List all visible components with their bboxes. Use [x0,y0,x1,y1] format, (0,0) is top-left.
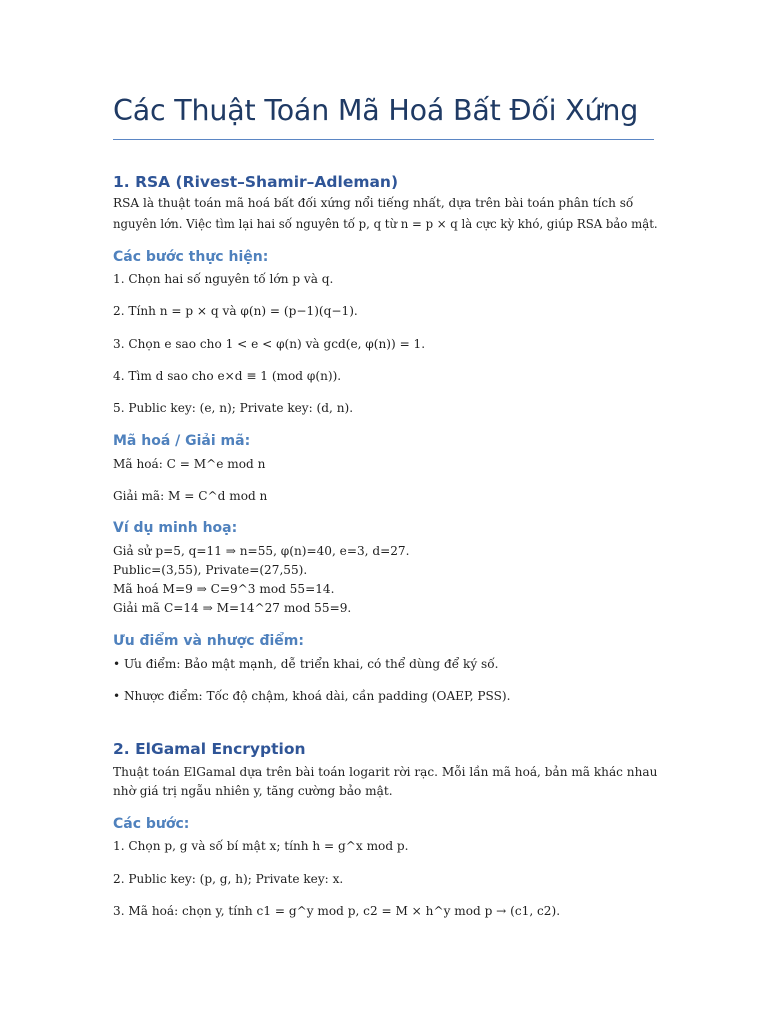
elgamal-intro-line-2: nhờ giá trị ngẫu nhiên y, tăng cường bảo mật. [113,784,393,798]
rsa-intro-line-2: nguyên lớn. Việc tìm lại hai số nguyên tố p, q từ n = p × q là cực kỳ khó, giúp RSA bảo mật. [113,217,658,231]
elgamal-heading: 2. ElGamal Encryption [113,740,306,758]
rsa-cons: • Nhược điểm: Tốc độ chậm, khoá dài, cần padding (OAEP, PSS). [113,689,511,703]
document-title: Các Thuật Toán Mã Hoá Bất Đối Xứng [113,94,639,127]
rsa-encdec-heading: Mã hoá / Giải mã: [113,433,251,449]
rsa-proscons-heading: Ưu điểm và nhược điểm: [113,633,304,649]
rsa-heading: 1. RSA (Rivest–Shamir–Adleman) [113,173,399,191]
elgamal-intro-line-1: Thuật toán ElGamal dựa trên bài toán logarit rời rạc. Mỗi lần mã hoá, bản mã khác nhau [113,765,658,779]
elgamal-steps-heading: Các bước: [113,816,190,832]
rsa-example-line: Giải mã C=14 ⇒ M=14^27 mod 55=9. [113,601,352,615]
rsa-step: 3. Chọn e sao cho 1 < e < φ(n) và gcd(e, φ(n)) = 1. [113,337,426,351]
rsa-encrypt-formula: Mã hoá: C = M^e mod n [113,457,266,471]
rsa-step: 4. Tìm d sao cho e×d ≡ 1 (mod φ(n)). [113,369,342,383]
rsa-example-heading: Ví dụ minh hoạ: [113,520,238,536]
rsa-step: 5. Public key: (e, n); Private key: (d, n). [113,401,354,415]
elgamal-step: 3. Mã hoá: chọn y, tính c1 = g^y mod p, c2 = M × h^y mod p → (c1, c2). [113,904,561,918]
rsa-step: 1. Chọn hai số nguyên tố lớn p và q. [113,272,334,286]
elgamal-step: 1. Chọn p, g và số bí mật x; tính h = g^x mod p. [113,839,409,853]
rsa-example-line: Public=(3,55), Private=(27,55). [113,563,308,577]
rsa-pros: • Ưu điểm: Bảo mật mạnh, dễ triển khai, có thể dùng để ký số. [113,657,499,671]
rsa-steps-heading: Các bước thực hiện: [113,249,269,265]
rsa-intro-line-1: RSA là thuật toán mã hoá bất đối xứng nổi tiếng nhất, dựa trên bài toán phân tích số [113,196,634,210]
rsa-example-line: Mã hoá M=9 ⇒ C=9^3 mod 55=14. [113,582,335,596]
rsa-decrypt-formula: Giải mã: M = C^d mod n [113,489,268,503]
rsa-example-line: Giả sử p=5, q=11 ⇒ n=55, φ(n)=40, e=3, d=27. [113,544,410,558]
elgamal-step: 2. Public key: (p, g, h); Private key: x. [113,872,344,886]
rsa-step: 2. Tính n = p × q và φ(n) = (p−1)(q−1). [113,304,358,318]
title-divider [113,139,654,140]
